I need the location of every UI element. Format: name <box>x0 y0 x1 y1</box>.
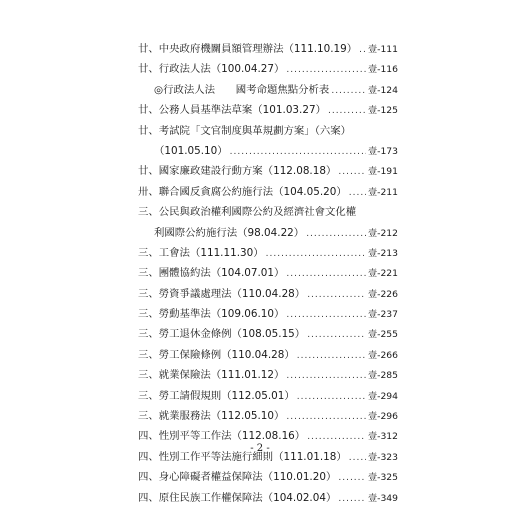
dot-leader <box>266 244 366 264</box>
entry-page: 壹-325 <box>367 472 398 484</box>
dot-leader <box>297 346 366 366</box>
entry-page: 壹-111 <box>367 44 398 55</box>
entry-title: 、勞資爭議處理法（110.04.28） <box>148 287 306 300</box>
entry-page: 壹-212 <box>367 227 398 239</box>
entry-number: 廿 <box>138 43 149 55</box>
toc-entry-continuation[interactable] <box>138 223 398 243</box>
toc-entry[interactable] <box>138 324 398 344</box>
entry-title: 、團體協約法（104.07.01） <box>148 267 285 280</box>
dot-leader <box>307 325 366 345</box>
entry-title: 、考試院「文官制度與革規劃方案」（六案） <box>148 124 352 137</box>
toc-entry[interactable] <box>138 467 398 487</box>
entry-page: 壹-266 <box>367 349 398 361</box>
entry-number: 三 <box>138 308 149 321</box>
entry-page: 壹-296 <box>367 411 398 423</box>
entry-title: 、性別平等工作法（112.08.16） <box>148 430 306 443</box>
entry-page: 壹-213 <box>367 247 398 259</box>
toc-entry[interactable] <box>138 304 398 324</box>
dot-leader <box>359 40 366 60</box>
entry-number: 三 <box>138 267 149 280</box>
toc-entry[interactable] <box>138 39 398 59</box>
entry-page: 壹-116 <box>367 64 398 76</box>
entry-number: 廿 <box>138 63 149 76</box>
entry-page: 壹-285 <box>367 370 398 382</box>
entry-number: 三 <box>138 348 149 361</box>
toc-entry-continuation[interactable] <box>138 141 398 161</box>
page-number: - 2 - <box>250 443 270 454</box>
dot-leader <box>306 224 366 244</box>
entry-number: 三 <box>138 206 149 219</box>
toc-entry[interactable] <box>138 365 398 385</box>
entry-number: 四 <box>138 450 149 463</box>
toc-entry[interactable] <box>138 284 398 304</box>
entry-number: 三 <box>138 410 149 423</box>
entry-page: 壹-221 <box>367 268 398 280</box>
entry-title: 、聯合國反貪腐公約施行法（104.05.20） <box>148 185 347 198</box>
table-of-contents <box>138 39 398 508</box>
entry-page: 壹-191 <box>367 166 398 178</box>
dot-leader <box>286 264 366 284</box>
toc-entry[interactable] <box>138 488 398 508</box>
entry-number: 三 <box>138 246 149 259</box>
dot-leader <box>307 285 366 305</box>
entry-title: 利國際公約施行法（98.04.22） <box>154 226 305 239</box>
entry-page: 壹-124 <box>367 84 398 96</box>
dot-leader <box>230 142 366 162</box>
dot-leader <box>331 81 366 101</box>
entry-page: 壹-226 <box>367 288 398 300</box>
toc-entry[interactable] <box>138 100 398 120</box>
entry-number: 四 <box>138 430 149 443</box>
toc-entry[interactable] <box>138 161 398 181</box>
entry-title: 、勞工退休金條例（108.05.15） <box>148 328 306 341</box>
entry-number: 三 <box>138 389 149 402</box>
toc-entry[interactable] <box>138 182 398 202</box>
dot-leader <box>338 162 366 182</box>
entry-title: 、原住民族工作權保障法（104.02.04） <box>148 491 337 504</box>
entry-page: 壹-323 <box>367 451 398 463</box>
entry-title: 、就業服務法（112.05.10） <box>148 410 285 423</box>
dot-leader <box>286 366 366 386</box>
dot-leader <box>338 489 366 509</box>
toc-entry[interactable] <box>138 202 398 222</box>
entry-number: 四 <box>138 471 149 484</box>
toc-entry[interactable] <box>138 263 398 283</box>
entry-number: 廿 <box>138 104 149 117</box>
toc-entry[interactable] <box>138 121 398 141</box>
entry-title: 、公務人員基準法草案（101.03.27） <box>148 104 326 117</box>
entry-title: 、中央政府機關員額管理辦法（111.10.19） <box>148 43 358 55</box>
entry-number: 卅 <box>138 185 149 198</box>
entry-title: （101.05.10） <box>154 144 228 157</box>
entry-title: 行政法人法 國考命題焦點分析表 <box>163 83 330 96</box>
dot-leader <box>338 468 366 488</box>
entry-page: 壹-349 <box>367 492 398 504</box>
toc-entry[interactable] <box>138 243 398 263</box>
dot-leader <box>286 305 366 325</box>
entry-title: 、勞工保險條例（110.04.28） <box>148 348 295 361</box>
entry-number: 三 <box>138 369 149 382</box>
entry-number: 廿 <box>138 124 149 137</box>
entry-title: 、勞動基準法（109.06.10） <box>148 308 285 321</box>
toc-entry[interactable] <box>138 406 398 426</box>
entry-number: 廿 <box>138 165 149 178</box>
entry-number: 四 <box>138 491 149 504</box>
dot-leader <box>349 183 366 203</box>
bullet-icon: ◎ <box>154 83 164 96</box>
entry-page: 壹-312 <box>367 431 398 443</box>
toc-entry[interactable] <box>138 345 398 365</box>
entry-number: 三 <box>138 287 149 300</box>
toc-entry[interactable] <box>138 59 398 79</box>
dot-leader <box>286 60 366 80</box>
entry-number: 三 <box>138 328 149 341</box>
entry-page: 壹-255 <box>367 329 398 341</box>
toc-entry-analysis[interactable] <box>138 80 398 100</box>
entry-page: 壹-173 <box>367 145 398 157</box>
entry-title: 、就業保險法（111.01.12） <box>148 369 285 382</box>
entry-title: 、國家廉政建設行動方案（112.08.18） <box>148 165 337 178</box>
toc-entry[interactable] <box>138 386 398 406</box>
dot-leader <box>297 387 366 407</box>
dot-leader <box>328 101 366 121</box>
entry-title: 、身心障礙者權益保障法（110.01.20） <box>148 471 337 484</box>
entry-title: 、勞工請假規則（112.05.01） <box>148 389 295 402</box>
entry-title: 、行政法人法（100.04.27） <box>148 63 285 76</box>
entry-title: 、性別工作平等法施行細則（111.01.18） <box>148 450 347 463</box>
entry-page: 壹-125 <box>367 105 398 117</box>
dot-leader <box>286 407 366 427</box>
entry-page: 壹-211 <box>367 186 398 198</box>
entry-page: 壹-237 <box>367 309 398 321</box>
entry-title: 、公民與政治權利國際公約及經濟社會文化權 <box>148 206 357 219</box>
entry-title: 、工會法（111.11.30） <box>148 246 264 259</box>
entry-page: 壹-294 <box>367 390 398 402</box>
